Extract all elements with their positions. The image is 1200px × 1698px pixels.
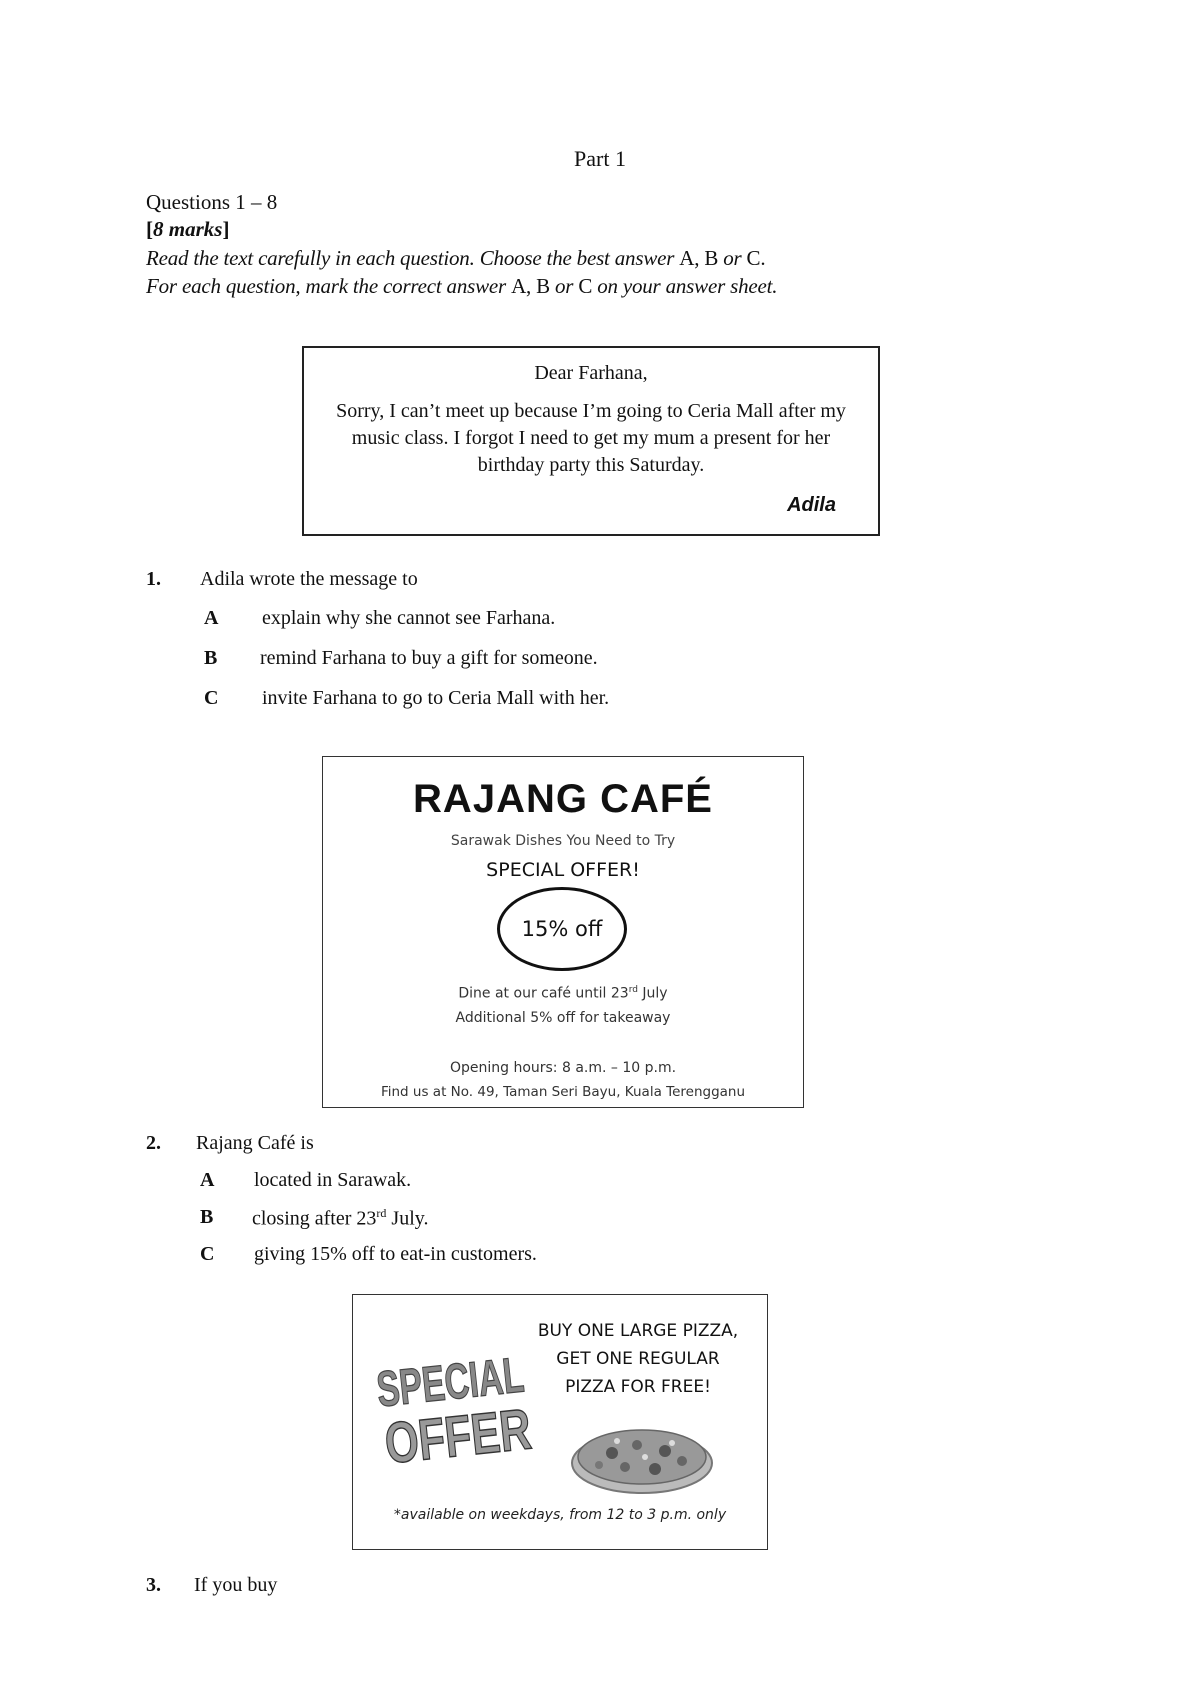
question-1-option-a-text[interactable]: explain why she cannot see Farhana. <box>262 607 556 629</box>
question-1-number: 1. <box>146 568 161 590</box>
special-offer-graphic <box>367 1335 535 1476</box>
instruction-letter-c: C <box>746 246 761 270</box>
marks-close: ] <box>222 217 230 241</box>
question-1-option-a-letter[interactable]: A <box>204 607 219 629</box>
questions-range: Questions 1 – 8 <box>146 190 278 214</box>
instruction-comma: , <box>526 274 537 298</box>
pizza-headline-line-2: GET ONE REGULAR <box>556 1349 720 1369</box>
instruction-or: or <box>718 246 747 270</box>
option-b-text: closing after 23 <box>252 1207 377 1230</box>
pizza-special-offer-advert <box>352 1294 768 1550</box>
special-word: SPECIAL <box>374 1347 527 1419</box>
message-greeting: Dear Farhana, <box>534 362 648 384</box>
pizza-headline-line-3: PIZZA FOR FREE! <box>565 1377 711 1397</box>
instruction-text: Read the text carefully in each question. Choose the best answer <box>146 246 680 270</box>
cafe-tagline: Sarawak Dishes You Need to Try <box>450 833 676 849</box>
instruction-period: . <box>760 246 766 270</box>
question-1-option-b-text[interactable]: remind Farhana to buy a gift for someone. <box>260 647 598 669</box>
cafe-discount-circle <box>497 887 627 971</box>
pizza-icon <box>567 1417 717 1497</box>
cafe-dine-month: July <box>637 985 668 1002</box>
question-2-option-a-letter[interactable]: A <box>200 1169 215 1191</box>
marks-text: 8 marks <box>153 217 223 241</box>
rajang-cafe-advert <box>322 756 804 1108</box>
marks-open: [ <box>146 217 153 241</box>
message-note <box>302 346 880 536</box>
cafe-discount-text: 15% off <box>521 917 603 941</box>
cafe-special-offer: SPECIAL OFFER! <box>486 859 640 881</box>
part-title: Part 1 <box>574 146 626 171</box>
instruction-line-1 <box>146 246 765 271</box>
question-1-option-b-letter[interactable]: B <box>204 647 218 669</box>
question-2-option-a-text[interactable]: located in Sarawak. <box>254 1169 412 1191</box>
question-2-stem: Rajang Café is <box>196 1132 314 1154</box>
question-1-stem: Adila wrote the message to <box>200 568 418 590</box>
question-2-option-c-letter[interactable]: C <box>200 1243 215 1265</box>
offer-word: OFFER <box>381 1396 535 1476</box>
instruction-letter-c: C <box>578 274 593 298</box>
message-signature: Adila <box>787 494 836 516</box>
option-b-month: July. <box>386 1207 429 1230</box>
instruction-letter-b: B <box>704 246 719 270</box>
pizza-headline-line-1: BUY ONE LARGE PIZZA, <box>537 1321 739 1341</box>
instruction-text: For each question, mark the correct answer <box>146 274 512 298</box>
question-2-option-b-text[interactable] <box>252 1206 428 1231</box>
cafe-address: Find us at No. 49, Taman Seri Bayu, Kuala Terengganu <box>380 1084 746 1100</box>
pizza-headline <box>521 1317 755 1401</box>
pizza-availability-note: *available on weekdays, from 12 to 3 p.m. only <box>393 1507 727 1523</box>
question-1-option-c-letter[interactable]: C <box>204 687 219 709</box>
question-2-number: 2. <box>146 1132 161 1154</box>
instruction-letter-a: A <box>511 274 527 298</box>
cafe-dine-ordinal: rd <box>628 985 638 995</box>
question-2-option-c-text[interactable]: giving 15% off to eat-in customers. <box>254 1243 537 1265</box>
cafe-dine-text: Dine at our café until 23 <box>458 985 629 1002</box>
question-1-option-c-text[interactable]: invite Farhana to go to Ceria Mall with her. <box>262 687 610 709</box>
question-3-stem: If you buy <box>194 1574 278 1596</box>
instruction-text-end: on your answer sheet. <box>592 274 778 298</box>
instruction-line-2 <box>146 274 777 299</box>
instruction-comma: , <box>694 246 705 270</box>
question-2-option-b-letter[interactable]: B <box>200 1206 214 1228</box>
option-b-ordinal: rd <box>376 1206 387 1220</box>
marks-label <box>146 217 229 242</box>
cafe-opening-hours: Opening hours: 8 a.m. – 10 p.m. <box>449 1060 677 1076</box>
cafe-takeaway-note: Additional 5% off for takeaway <box>455 1010 671 1026</box>
cafe-name: RAJANG CAFÉ <box>413 777 713 821</box>
question-3-number: 3. <box>146 1574 161 1596</box>
cafe-dine-in-note <box>323 985 803 1002</box>
instruction-letter-b: B <box>536 274 550 298</box>
instruction-letter-a: A <box>679 246 695 270</box>
instruction-or: or <box>549 274 579 298</box>
message-body: Sorry, I can’t meet up because I’m going to Ceria Mall after my music class. I forgot I need to get my mum a present for her birthday party this Saturday. <box>336 400 846 476</box>
